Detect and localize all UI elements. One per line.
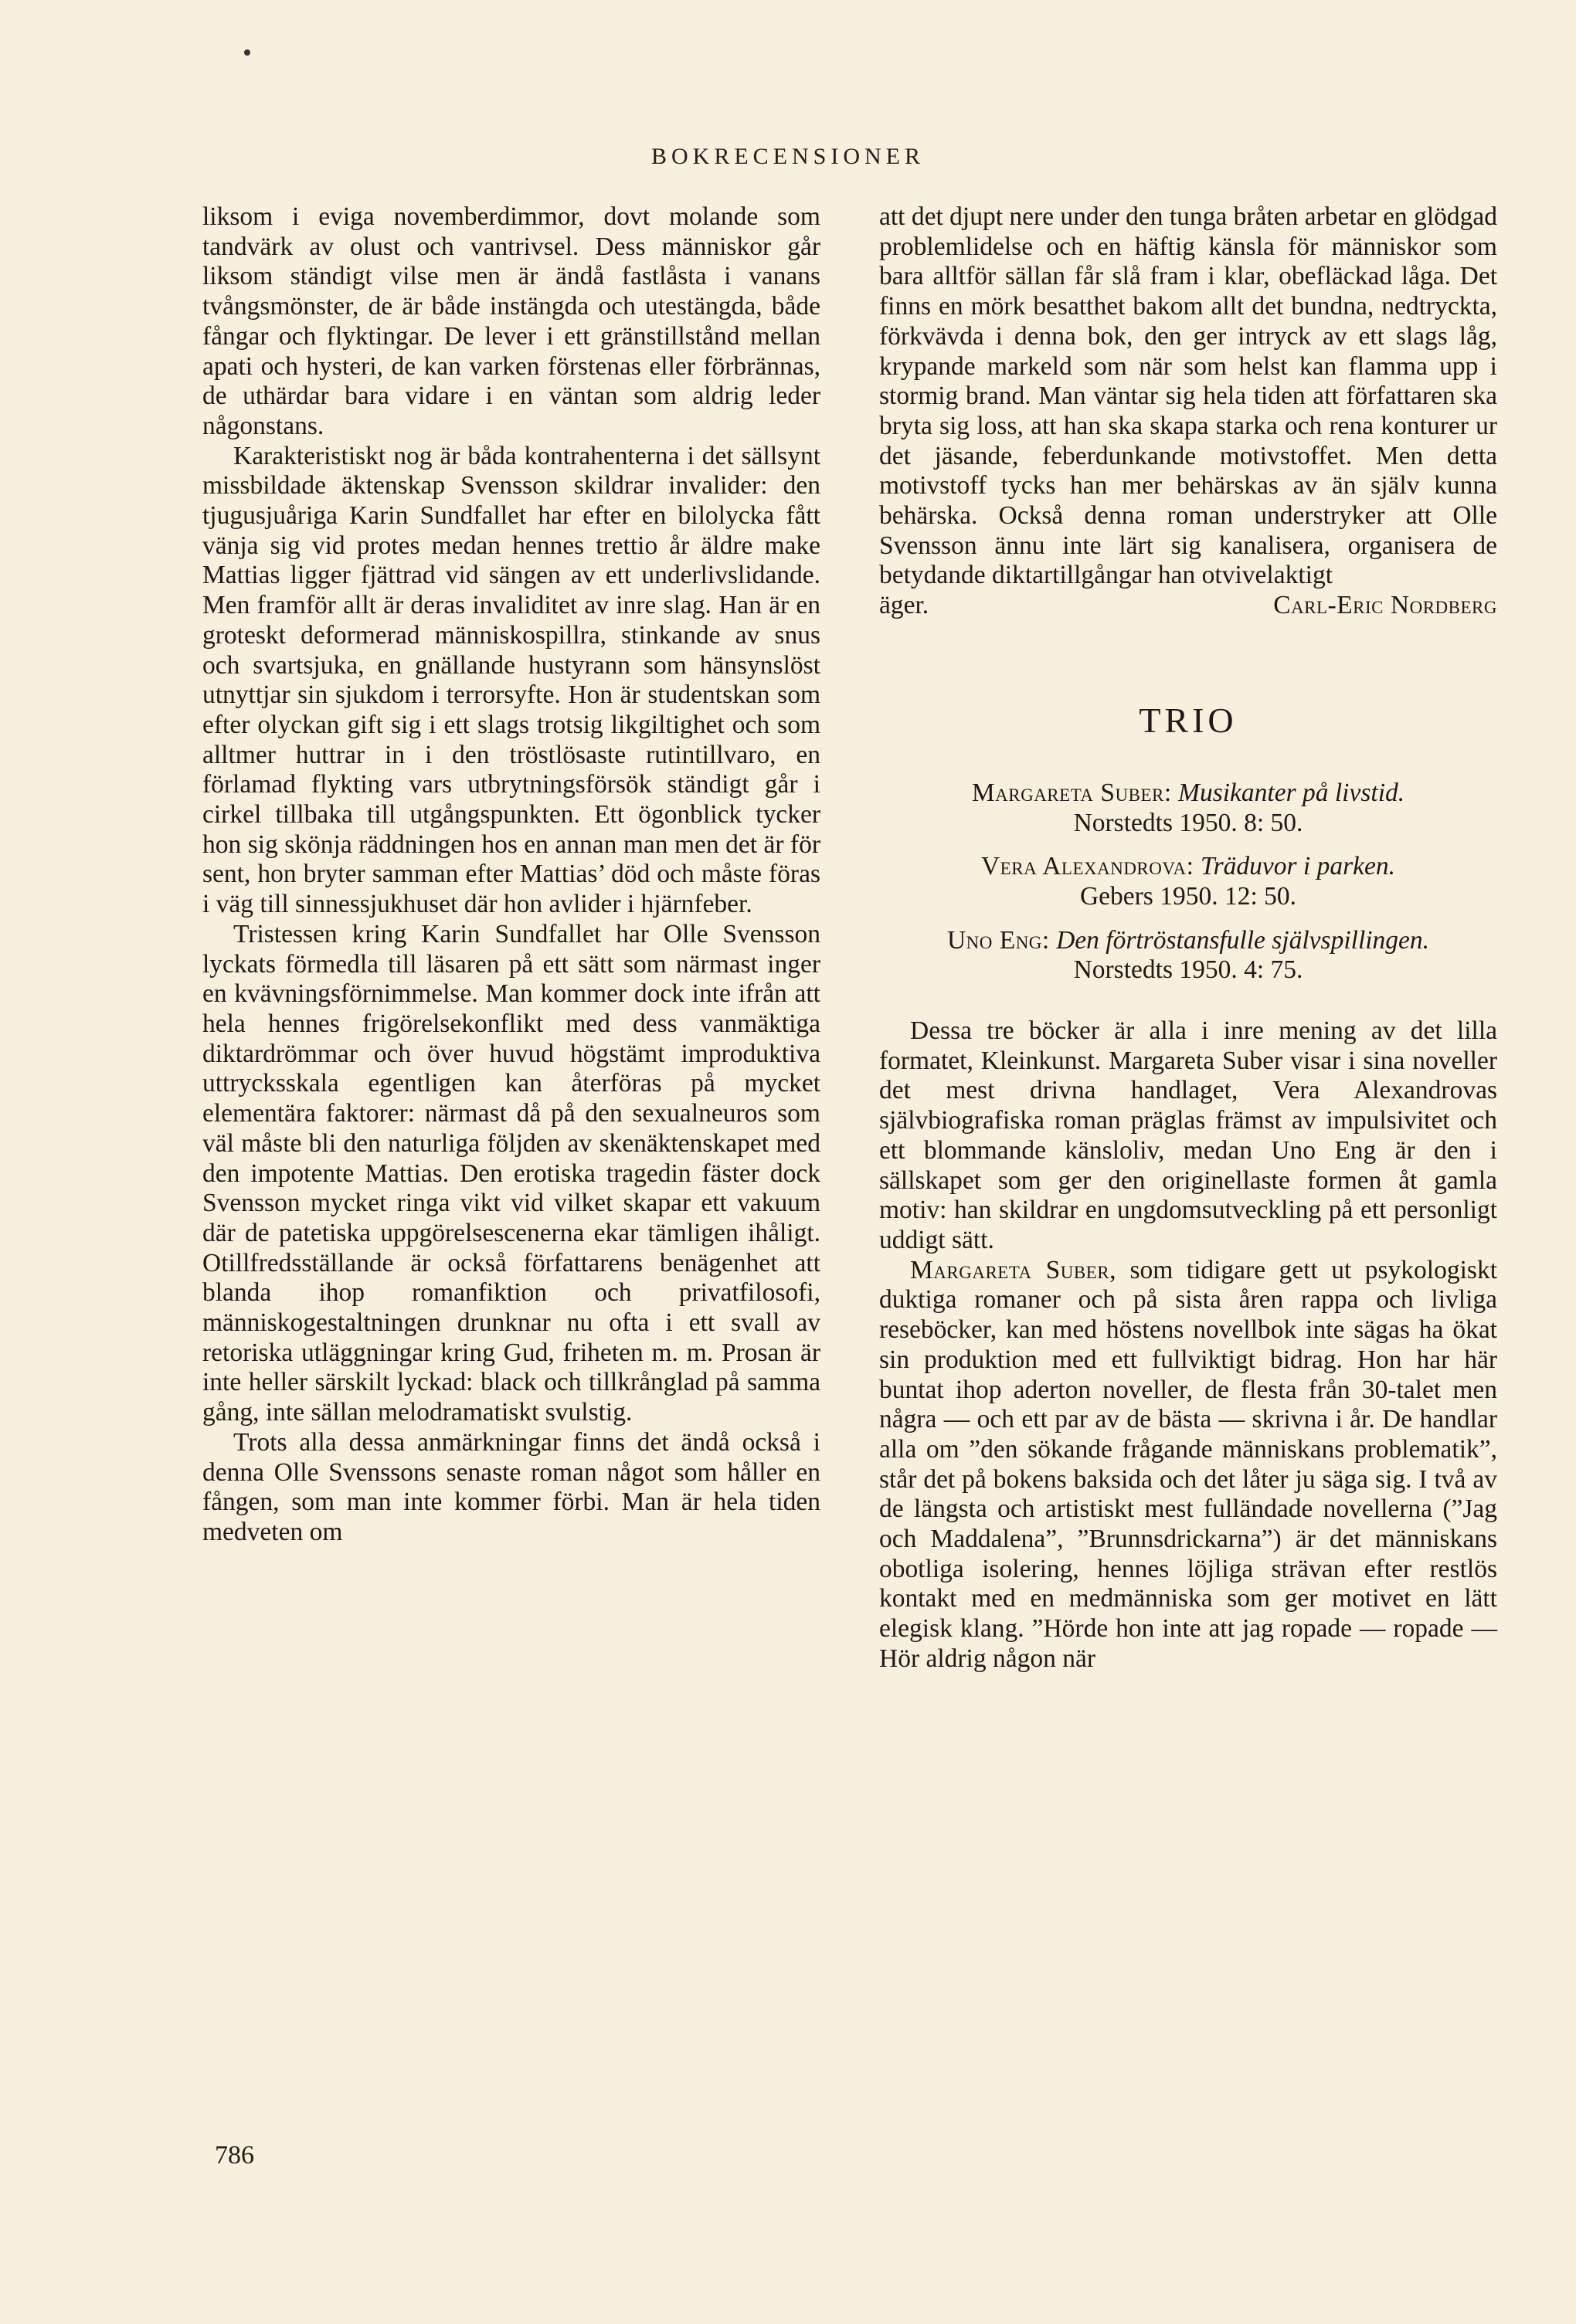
book-entry [879, 779, 1497, 838]
paragraph: Karakteristiskt nog är båda kontrahenterna i det sällsynt missbildade äktenskap Svensson skildrar invalider: den tjugusjuåriga Karin Sundfallet har efter en bilolycka fått vänja sig vid protes medan hennes trettio år äldre make Mattias ligger fjättrad vid sängen av ett underlivslidande. Men framför allt är deras invaliditet av inre slag. Han är en groteskt deformerad människospillra, stinkande av snus och svartsjuka, en gnällande hustyrann som hänsynslöst utnyttjar sin sjukdom i terrorsyfte. Hon är studentskan som efter olyckan gift sig i ett slags trotsig likgiltighet och som alltmer huttrar in i den tröstlösaste rutintillvaro, en förlamad flykting vars utbrytningsförsök ständigt går i cirkel tillbaka till utgångspunkten. Ett ögonblick tycker hon sig skönja räddningen hos en annan man men det är för sent, hon bryter samman efter Mattias’ död och måste föras i väg till sinnessjukhuset där hon avlider i hjärnfeber. [202, 441, 820, 919]
book-author: Uno Eng: [946, 925, 1050, 955]
book-entry [879, 926, 1497, 986]
paragraph-text: som tidigare gett ut psykologiskt duktiga romaner och på sista åren rappa och livliga reseböcker, kan med höstens novellbok inte sägas ha ökat sin produktion med ett fullviktigt bidrag. Hon har här buntat ihop aderton noveller, de flesta från 30-talet men några — och ett par av de bästa — skrivna i år. De handlar alla om ”den sökande frågande människans problematik”, står det på bokens baksida och det låter ju säga sig. I två av de längsta och artistiskt mest fulländade novellerna (”Jag och Maddalena”, ”Brunnsdrickarna”) är det människans obotliga isolering, hennes löjliga strävan efter restlös kontakt med en medmänniska som ger motivet en lätt elegisk klang. ”Hörde hon inte att jag ropade — ropade — Hör aldrig någon när [879, 1255, 1497, 1673]
paragraph: Dessa tre böcker är alla i inre mening av det lilla formatet, Kleinkunst. Margareta Suber visar i sina noveller det mest drivna handlaget, Vera Alexandrovas självbiografiska roman präglas främst av impulsivitet och ett blommande känsloliv, medan Uno Eng är den i sällskapet som ger den originellaste formen åt gamla motiv: han skildrar en ungdomsutveckling på ett personligt uddigt sätt. [879, 1016, 1497, 1254]
book-entry [879, 852, 1497, 911]
paragraph: Trots alla dessa anmärkningar finns det ändå också i denna Olle Svenssons senaste roman något som håller en fången, som man inte kommer förbi. Man är hela tiden medveten om [202, 1427, 820, 1546]
running-head: BOKRECENSIONER [650, 144, 925, 169]
paragraph [879, 1256, 1497, 1674]
book-publisher: Norstedts 1950. 8: 50. [1073, 808, 1303, 837]
review-signature [879, 591, 1497, 621]
book-title: Träduvor i parken. [1200, 852, 1396, 881]
book-publisher: Gebers 1950. 12: 50. [1079, 881, 1297, 911]
page-number: 786 [215, 2141, 254, 2170]
reviewed-author: Margareta Suber, [910, 1255, 1116, 1284]
ink-speck [244, 49, 250, 56]
left-column [202, 202, 820, 1548]
book-author: Vera Alexandrova: [980, 852, 1194, 881]
section-title: TRIO [1139, 700, 1238, 740]
reviewer-name: Carl-Eric Nordberg [1273, 591, 1497, 620]
book-publisher: Norstedts 1950. 4: 75. [1073, 955, 1303, 985]
book-list [879, 779, 1497, 986]
paragraph: att det djupt nere under den tunga bråten arbetar en glödgad problemlidelse och en häftig känsla för människor som bara alltför sällan får slå fram i klar, obefläckad låga. Det finns en mörk besatthet bakom allt det bundna, nedtryckta, förkvävda i denna bok, den ger intryck av ett slags låg, krypande markeld som när som helst kan flamma upp i stormig brand. Man väntar sig hela tiden att författaren ska bryta sig loss, att han ska skapa starka och rena konturer ur det jäsande, feberdunkande motivstoffet. Men detta motivstoff tycks han mer behärskas av än själv kunna behärska. Också denna roman understryker att Olle Svensson ännu inte lärt sig kanalisera, organisera de betydande diktartillgångar han otvivelaktigt [879, 202, 1497, 590]
book-title: Musikanter på livstid. [1178, 778, 1405, 807]
paragraph: Tristessen kring Karin Sundfallet har Olle Svensson lyckats förmedla till läsaren på ett sätt som närmast inger en kvävningsförnimmelse. Man kommer dock inte ifrån att hela hennes frigörelsekonflikt med dess vanmäktiga diktardrömmar och över huvud högstämt improduktiva uttrycksskala egentligen kan återföras på mycket elementära faktorer: närmast då på den sexualneuros som väl måste bli den naturliga följden av skenäktenskapet med den impotente Mattias. Den erotiska tragedin fäster dock Svensson mycket ringa vikt vid vilket skapar ett vakuum där de patetiska uppgörelsescenerna ekar tämligen ihåligt. Otillfredsställande är också författarens benägenhet att blanda ihop romanfiktion och privatfilosofi, människogestaltningen drunknar nu ofta i ett svall av retoriska utläggningar kring Gud, friheten m. m. Prosan är inte heller särskilt lyckad: black och tillkrånglad på samma gång, inte sällan melodramatiskt svulstig. [202, 919, 820, 1427]
signature-lead: äger. [879, 591, 929, 620]
book-author: Margareta Suber: [971, 778, 1172, 807]
book-title: Den förtröstansfulle självspillingen. [1056, 925, 1430, 955]
paragraph: liksom i eviga novemberdimmor, dovt molande som tandvärk av olust och vantrivsel. Dess människor går liksom ständigt vilse men är ändå fastlåsta i vanans tvångsmönster, de är både instängda och utestängda, både fångar och flyktingar. De lever i ett gränstillstånd mellan apati och hysteri, de kan varken förstenas eller förbrännas, de uthärdar bara vidare i en väntan som aldrig leder någonstans. [202, 202, 820, 440]
right-column [879, 202, 1497, 1674]
